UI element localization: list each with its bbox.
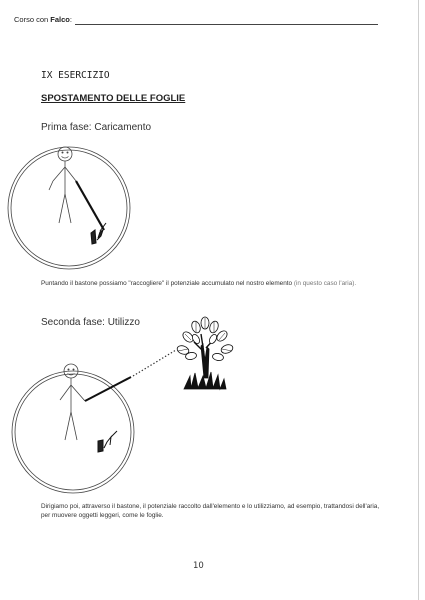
phase-2-caption: Dirigiamo poi, attraverso il bastone, il potenziale raccolto dall'elemento e lo utilizziamo, ad esempio, trattandosi dell'aria, per muovere oggetti leggeri, come le foglie. <box>41 503 380 519</box>
page-number: 10 <box>193 561 204 571</box>
dropped-object-2 <box>98 431 117 452</box>
exercise-number: IX ESERCIZIO <box>41 70 110 81</box>
phase-1-caption <box>41 279 386 288</box>
energy-path-dotted <box>133 350 176 376</box>
exercise-title: SPOSTAMENTO DELLE FOGLIE <box>41 93 186 104</box>
stick-figure-2 <box>60 364 85 440</box>
header-name: Falco <box>50 15 70 24</box>
stick-figure-1 <box>49 147 76 223</box>
phase-1-caption-main: Puntando il bastone possiamo "raccogliere" il potenziale accumulato nel nostro elemento <box>41 280 293 287</box>
figure-2-use <box>12 350 176 493</box>
figure-1-circle-inner <box>11 150 127 266</box>
header-prefix: Corso con <box>14 15 51 24</box>
figure-1-loading <box>8 147 130 269</box>
staff-2 <box>85 377 131 401</box>
dropped-object-1 <box>91 223 106 244</box>
figure-1-circle-outer <box>8 147 130 269</box>
phase-1-title: Prima fase: Caricamento <box>41 122 152 133</box>
figure-2-circle-inner <box>15 374 131 490</box>
header-colon: : <box>69 15 72 24</box>
staff-1 <box>76 181 104 230</box>
phase-2-title: Seconda fase: Utilizzo <box>41 317 140 328</box>
tree-icon <box>176 317 234 389</box>
phase-1-caption-muted: (in questo caso l'aria). <box>292 280 357 287</box>
